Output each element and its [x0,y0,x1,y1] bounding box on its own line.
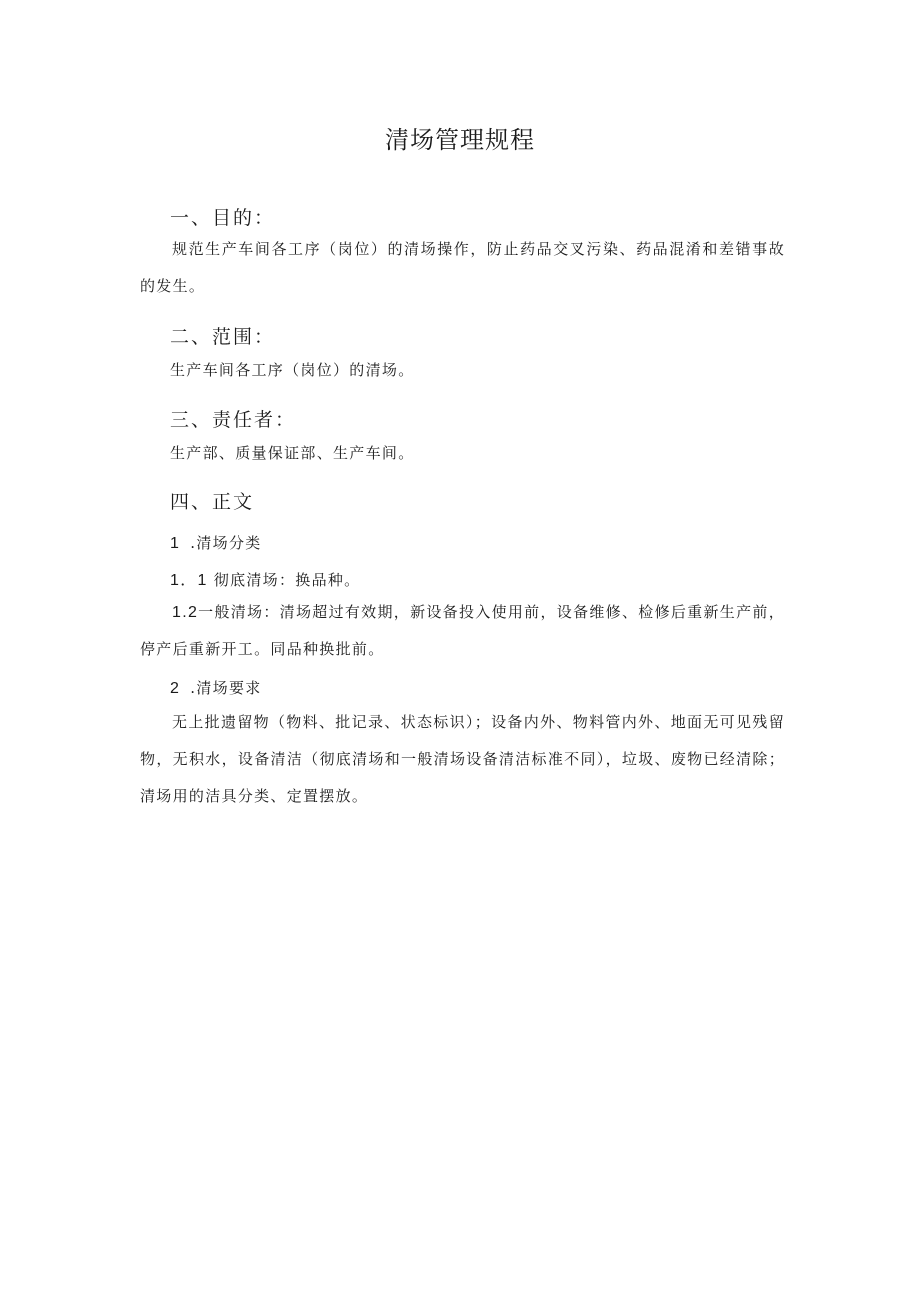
item-cleaning-requirements [170,677,262,698]
requirements-body: 无上批遗留物（物料、批记录、状态标识）；设备内外、物料管内外、地面无可见残留物，无积水，设备清洁（彻底清场和一般清场设备清洁标准不同），垃圾、废物已经清除；清场用的洁具分类、定置摆放。 [140,713,785,805]
item-general-cleaning [140,594,785,668]
section-heading-scope: 二、范围： [170,326,276,348]
section-body-scope: 生产车间各工序（岗位）的清场。 [170,361,415,379]
item-thorough-cleaning [170,567,360,590]
item-text: .清场要求 [190,679,262,697]
page-title: 清场管理规程 [385,126,535,154]
section-body-responsible: 生产部、质量保证部、生产车间。 [170,444,415,462]
item-text: .清场分类 [190,534,262,552]
section-heading-responsible: 三、责任者： [170,409,297,431]
item-number: 2 [170,680,181,697]
item-text: 一般清场：清场超过有效期，新设备投入使用前，设备维修、检修后重新生产前，停产后重新开工。同品种换批前。 [140,603,785,658]
item-number: 1．1 [170,572,208,589]
section-heading-purpose: 一、目的： [170,207,276,229]
item-number: 1 [170,535,181,552]
section-heading-main-text: 四、正文 [170,491,255,513]
item-cleaning-classification [170,532,262,553]
item-number: 1.2 [172,604,199,621]
item-text: 彻底清场：换品种。 [213,571,361,589]
section-body-purpose: 规范生产车间各工序（岗位）的清场操作，防止药品交叉污染、药品混淆和差错事故的发生。 [140,240,785,295]
